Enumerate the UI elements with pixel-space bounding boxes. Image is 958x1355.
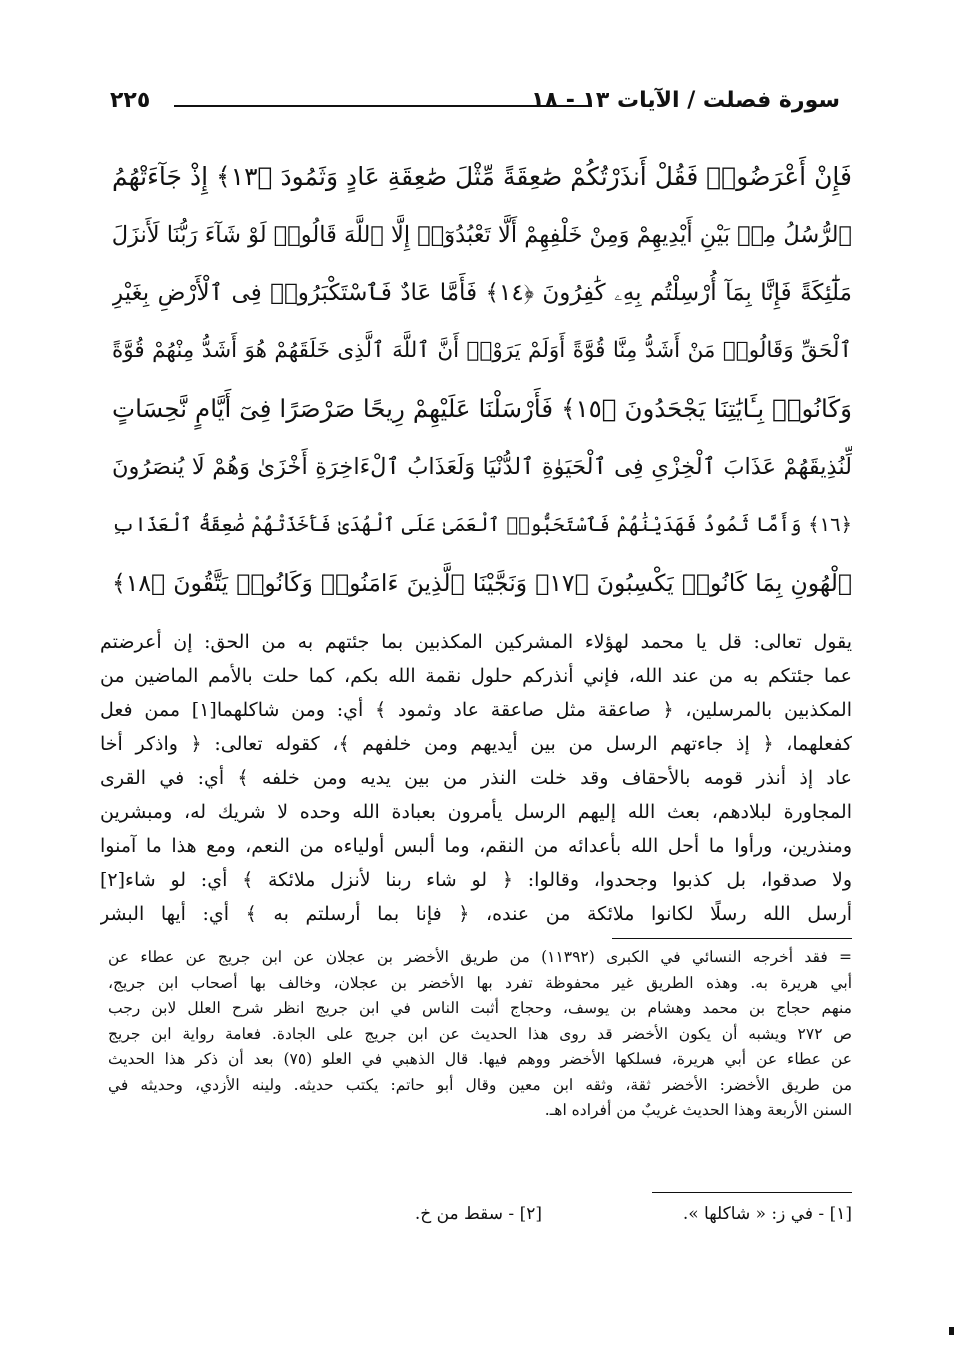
header-rule	[174, 105, 592, 107]
page-header	[110, 84, 840, 124]
footnote-line: = فقد أخرجه النسائي في الكبرى (١١٣٩٢) من طريق الأخضر بن عجلان عن ابن جريج عن عطاء عن	[108, 948, 852, 966]
variant-notes	[270, 1204, 852, 1234]
verse-line: مَلَٰٓئِكَةً فَإِنَّا بِمَآ أُرْسِلْتُم بِهِۦ كَٰفِرُونَ ﴿١٤﴾ فَأَمَّا عَادٌ فَٱسْتَكْبَرُوا۟ فِى ٱلْأَرْضِ بِغَيْرِ	[112, 280, 852, 306]
footnote-line: من طريق الأخضر: الأخضر ثقة، وثقه ابن معين وقال أبو حاتم: يكتب حديثه. ولينه الأزدي، وحديثه في	[108, 1075, 852, 1094]
verse-line: ﴿١٦﴾ وَأَمَّا ثَمُودُ فَهَدَيْنَٰهُمْ فَٱسْتَحَبُّوا۟ ٱلْعَمَىٰ عَلَى ٱلْهُدَىٰ فَأَخَذَتْهُمْ صَٰعِقَةُ ٱلْعَذَابِ	[112, 513, 852, 536]
scan-mark	[949, 1327, 954, 1335]
verse-line: لِّنُذِيقَهُمْ عَذَابَ ٱلْخِزْىِ فِى ٱلْحَيَوٰةِ ٱلدُّنْيَا وَلَعَذَابُ ٱلْءَاخِرَةِ أَخْزَىٰ وَهُمْ لَا يُنصَرُونَ	[112, 454, 852, 480]
page-number: ٢٢٥	[110, 88, 151, 113]
verse-line: فَإِنْ أَعْرَضُوا۟ فَقُلْ أَنذَرْتُكُمْ صَٰعِقَةً مِّثْلَ صَٰعِقَةِ عَادٍ وَثَمُودَ ﴿١٣﴾ إِذْ جَآءَتْهُمُ	[112, 162, 852, 191]
verse-line: وَكَانُوا۟ بِـَٔايَٰتِنَا يَجْحَدُونَ ﴿١٥﴾ فَأَرْسَلْنَا عَلَيْهِمْ رِيحًا صَرْصَرًا فِىٓ أَيَّامٍ نَّحِسَاتٍ	[112, 394, 852, 423]
commentary-line: المجاورة لبلادهم، بعث الله إليهم الرسل يأمرون بعبادة الله وحده لا شريك له، ومبشرين	[100, 801, 852, 823]
footnote-separator	[612, 938, 852, 939]
commentary-line: ولا صدقوا، بل كذبوا وجحدوا، وقالوا: ﴿ لو شاء ربنا لأنزل ملائكة ﴾ أي: لو شاء[٢]	[100, 869, 852, 891]
commentary-line: أرسل الله رسلًا لكانوا ملائكة من عنده، ﴿ فإنا بما أرسلتم به ﴾ أي: أيها البشر	[100, 903, 852, 925]
commentary-line: المكذبين بالمرسلين، ﴿ صاعقة مثل صاعقة عاد وثمود ﴾ أي: ومن شاكلهما[١] ممن فعل	[100, 699, 852, 721]
commentary-line: عاد إذ أنذر قومه بالأحقاف وقد خلت النذر من بين يديه ومن خلفه ﴾ أي: في القرى	[100, 767, 852, 789]
variant-note-1: [١] - في ز: « شاكلها ».	[682, 1204, 852, 1224]
verse-line: ٱلرُّسُلُ مِنۢ بَيْنِ أَيْدِيهِمْ وَمِنْ خَلْفِهِمْ أَلَّا تَعْبُدُوٓا۟ إِلَّا ٱللَّهَ قَالُوا۟ لَوْ شَآءَ رَبُّنَا لَأَنزَلَ	[112, 222, 852, 248]
footnote-line: ص ٢٧٢ ويشبه أن يكون الأخضر قد روى هذا الحديث عن ابن جريج على الجادة. فعامة رواية ابن جريج	[108, 1024, 852, 1043]
footnote-line: أبي هريرة به. وهذه الطريق غير محفوظة تفرد بها الأخضر بن عجلان، وخالف بها أصحاب ابن جريج،	[108, 973, 852, 992]
footnote-line: عن عطاء عن أبي هريرة، فسلكها الأخضر ووهم فيها. قال الذهبي في العلو (٧٥) بعد أن ذكر هذا الحديث	[108, 1050, 852, 1068]
footnote-line: منهم حجاج بن محمد وهشام بن يوسف، وحجاج أثبت الناس في ابن جريج انظر شرح العلل لابن رجب	[108, 999, 852, 1017]
running-title: سورة فصلت / الآيات ١٣ - ١٨	[531, 88, 840, 113]
footnote-line: السنن الأربعة وهذا الحديث غريبٌ من أفراده اهـ.	[544, 1101, 852, 1119]
commentary-line: كفعلهما، ﴿ إذ جاءتهم الرسل من بين أيديهم ومن خلفهم ﴾، كقوله تعالى: ﴿ واذكر أخا	[100, 733, 852, 755]
commentary-line: ومنذرين، ورأوا ما أحل الله بأعدائه من النقم، وما ألبس أولياءه من النعم، ومع هذا ما آمنوا	[100, 835, 852, 857]
variant-note-2: [٢] - سقط من خ.	[414, 1204, 542, 1224]
notes-separator	[652, 1192, 852, 1193]
commentary-line: عما جئتكم به من عند الله، فإني أنذركم حلول نقمة الله بكم، كما حلت بالأمم الماضين من	[100, 665, 852, 687]
verse-line: ٱلْحَقِّ وَقَالُوا۟ مَنْ أَشَدُّ مِنَّا قُوَّةً أَوَلَمْ يَرَوْا۟ أَنَّ ٱللَّهَ ٱلَّذِى خَلَقَهُمْ هُوَ أَشَدُّ مِنْهُمْ قُوَّةً	[112, 338, 852, 363]
footnotes-block	[108, 945, 852, 1124]
verse-line: ٱلْهُونِ بِمَا كَانُوا۟ يَكْسِبُونَ ﴿١٧﴾ وَنَجَّيْنَا ٱلَّذِينَ ءَامَنُوا۟ وَكَانُوا۟ يَتَّقُونَ ﴿١٨﴾	[112, 569, 852, 597]
quran-verses-block	[112, 148, 852, 612]
commentary-line: يقول تعالى: قل يا محمد لهؤلاء المشركين المكذبين بما جئتهم به من الحق: إن أعرضتم	[100, 631, 852, 653]
commentary-text	[100, 625, 852, 931]
